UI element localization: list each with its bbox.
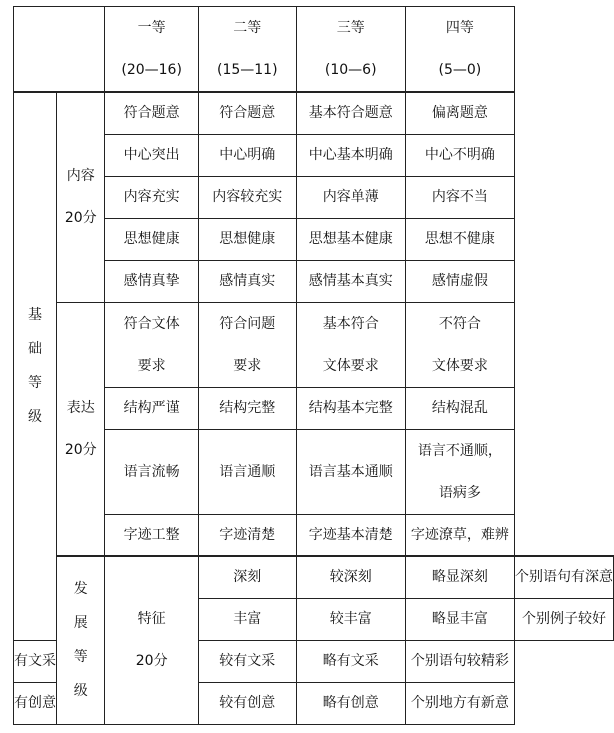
table-cell: 略显丰富 bbox=[405, 598, 514, 640]
table-cell: 结构完整 bbox=[198, 387, 296, 429]
table-cell: 有文采 bbox=[14, 640, 57, 682]
table-cell: 略显深刻 bbox=[405, 556, 514, 598]
table-cell: 语言通顺 bbox=[198, 429, 296, 514]
category-score: 20分 bbox=[64, 441, 97, 458]
table-cell: 结构基本完整 bbox=[296, 387, 405, 429]
table-cell: 字迹工整 bbox=[105, 514, 198, 556]
category-name: 内容 bbox=[66, 168, 95, 185]
header-row bbox=[14, 7, 614, 93]
table-cell: 个别语句有深意 bbox=[515, 556, 614, 598]
cell-line: 符合问题 bbox=[219, 315, 276, 332]
table-cell: 语言基本通顺 bbox=[296, 429, 405, 514]
table-cell: 个别例子较好 bbox=[515, 598, 614, 640]
table-cell: 字迹清楚 bbox=[198, 514, 296, 556]
group-char: 展 bbox=[73, 615, 88, 632]
cell-line: 基本符合 bbox=[322, 315, 379, 332]
category-name: 特征 bbox=[137, 611, 166, 628]
table-cell: 偏离题意 bbox=[405, 92, 514, 134]
table-cell: 结构混乱 bbox=[405, 387, 514, 429]
level-name: 一等 bbox=[137, 20, 166, 36]
table-cell: 深刻 bbox=[198, 556, 296, 598]
table-cell: 思想基本健康 bbox=[296, 218, 405, 260]
level-name: 四等 bbox=[445, 20, 474, 36]
table-cell bbox=[405, 429, 514, 514]
cell-line: 不符合 bbox=[438, 315, 481, 332]
group-char: 级 bbox=[28, 409, 42, 426]
table-cell: 字迹基本清楚 bbox=[296, 514, 405, 556]
header-level-2 bbox=[198, 7, 296, 93]
table-row bbox=[14, 92, 614, 134]
table-cell bbox=[105, 302, 198, 387]
table-cell: 感情真挚 bbox=[105, 260, 198, 302]
table-cell: 符合题意 bbox=[198, 92, 296, 134]
level-range: (15—11) bbox=[216, 62, 278, 78]
table-cell: 感情基本真实 bbox=[296, 260, 405, 302]
header-level-1 bbox=[105, 7, 198, 93]
table-cell: 感情虚假 bbox=[405, 260, 514, 302]
table-cell: 内容充实 bbox=[105, 176, 198, 218]
table-cell: 个别地方有新意 bbox=[405, 682, 514, 724]
table-cell bbox=[198, 302, 296, 387]
cell-line: 语言不通顺， bbox=[417, 442, 502, 459]
table-cell: 字迹潦草，难辨 bbox=[405, 514, 514, 556]
table-cell: 中心明确 bbox=[198, 134, 296, 176]
table-cell: 内容较充实 bbox=[198, 176, 296, 218]
group-char: 发 bbox=[73, 581, 88, 598]
table-cell: 思想不健康 bbox=[405, 218, 514, 260]
level-name: 三等 bbox=[336, 20, 365, 36]
table-cell: 思想健康 bbox=[198, 218, 296, 260]
cell-line: 文体要求 bbox=[431, 357, 488, 374]
group-char: 等 bbox=[28, 375, 42, 392]
header-blank-cell bbox=[14, 7, 105, 93]
table-cell: 符合题意 bbox=[105, 92, 198, 134]
table-cell: 丰富 bbox=[198, 598, 296, 640]
level-name: 二等 bbox=[233, 20, 262, 36]
category-name: 表达 bbox=[66, 399, 95, 416]
table-cell: 内容不当 bbox=[405, 176, 514, 218]
group-char: 等 bbox=[73, 649, 88, 666]
group-char: 级 bbox=[73, 683, 88, 700]
cell-line: 要求 bbox=[233, 357, 262, 374]
basic-level-group-label bbox=[14, 92, 57, 640]
table-cell: 略有创意 bbox=[296, 682, 405, 724]
feature-category-label bbox=[105, 556, 198, 724]
table-row bbox=[14, 556, 614, 598]
content-category-label bbox=[57, 92, 105, 302]
table-cell: 较有创意 bbox=[198, 682, 296, 724]
table-cell: 内容单薄 bbox=[296, 176, 405, 218]
table-cell: 较深刻 bbox=[296, 556, 405, 598]
level-range: (5—0) bbox=[438, 62, 482, 78]
table-cell: 较有文采 bbox=[198, 640, 296, 682]
table-cell: 结构严谨 bbox=[105, 387, 198, 429]
table-cell bbox=[296, 302, 405, 387]
table-cell: 有创意 bbox=[14, 682, 57, 724]
development-level-group-label bbox=[57, 556, 105, 724]
header-level-3 bbox=[296, 7, 405, 93]
group-char: 基 bbox=[28, 307, 42, 324]
table-cell: 基本符合题意 bbox=[296, 92, 405, 134]
table-cell: 思想健康 bbox=[105, 218, 198, 260]
table-row bbox=[14, 302, 614, 387]
header-level-4 bbox=[405, 7, 514, 93]
expression-category-label bbox=[57, 302, 105, 556]
grading-table bbox=[13, 6, 614, 725]
cell-line: 语病多 bbox=[438, 484, 481, 501]
table-cell: 中心基本明确 bbox=[296, 134, 405, 176]
table-cell bbox=[405, 302, 514, 387]
table-cell: 略有文采 bbox=[296, 640, 405, 682]
table-cell: 语言流畅 bbox=[105, 429, 198, 514]
cell-line: 要求 bbox=[137, 357, 166, 374]
table-cell: 感情真实 bbox=[198, 260, 296, 302]
group-char: 础 bbox=[28, 341, 42, 358]
cell-line: 文体要求 bbox=[322, 357, 379, 374]
grading-table-container bbox=[13, 6, 614, 725]
table-cell: 个别语句较精彩 bbox=[405, 640, 514, 682]
table-cell: 较丰富 bbox=[296, 598, 405, 640]
table-cell: 中心突出 bbox=[105, 134, 198, 176]
level-range: (20—16) bbox=[121, 62, 182, 78]
level-range: (10—6) bbox=[324, 62, 377, 78]
category-score: 20分 bbox=[135, 653, 168, 670]
cell-line: 符合文体 bbox=[123, 315, 180, 332]
category-score: 20分 bbox=[64, 210, 97, 227]
table-cell: 中心不明确 bbox=[405, 134, 514, 176]
